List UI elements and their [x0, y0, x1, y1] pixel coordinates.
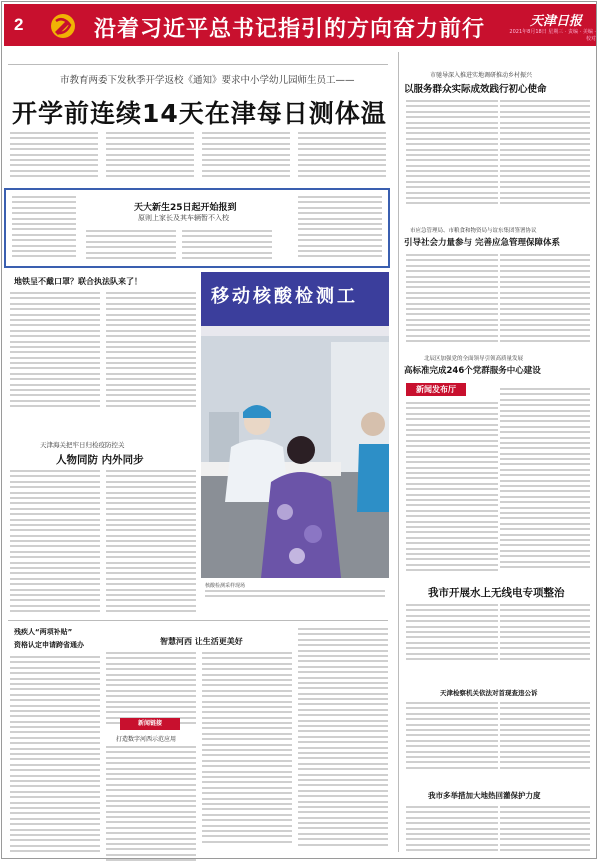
- right-article-4-text-a: [406, 604, 498, 663]
- right-article-4-title: 我市开展水上无线电专项整治: [428, 587, 565, 599]
- highlight-box[interactable]: [4, 188, 390, 268]
- right-article-3-text-a: [406, 402, 498, 575]
- newspaper-masthead: 天津日报: [530, 14, 583, 29]
- highlight-text-mid2: [182, 230, 272, 262]
- lead-headline: 开学前连续14天在津每日测体温: [12, 99, 387, 128]
- bottom-article-2-text-b: [106, 746, 196, 865]
- right-article-1-text-b: [500, 100, 590, 208]
- right-article-5-title: 天津检察机关依法对首现查违公诉: [440, 689, 538, 697]
- news-release-tag: 新闻发布厅: [406, 383, 466, 396]
- right-article-6-text-a: [406, 806, 498, 855]
- party-emblem-icon: [46, 12, 80, 40]
- left-article-2-text-a: [10, 470, 100, 616]
- photo-caption-lines: [205, 590, 385, 601]
- highlight-subtitle: 原则上家长及其车辆暂不入校: [138, 214, 229, 222]
- right-article-2-kicker: 市应急管理局、市粮食和物资局与谊东集团签署协议: [410, 228, 537, 234]
- news-link-tag: 新闻链接: [120, 718, 180, 730]
- right-article-5-text-b: [500, 702, 590, 772]
- right-article-3-title: 高标准完成246个党群服务中心建设: [404, 366, 541, 376]
- right-article-2-text-a: [406, 254, 498, 346]
- right-article-6-text-b: [500, 806, 590, 855]
- photo-sign-text: 移动核酸检测工: [211, 286, 358, 307]
- banner-title: 沿着习近平总书记指引的方向奋力前行: [94, 17, 486, 42]
- right-article-2-text-b: [500, 254, 590, 346]
- nucleic-test-scene-icon: [201, 272, 389, 578]
- right-article-1-kicker: 市驰导深入推进实地调研推动乡村振兴: [430, 72, 533, 79]
- bottom-article-1-title: 残疾人“两项补贴”: [14, 628, 73, 636]
- bottom-article-2-text-c: [202, 652, 292, 846]
- right-article-1-title: 以服务群众实际成效践行初心使命: [404, 84, 547, 95]
- left-article-2-text-b: [106, 470, 196, 616]
- dateline: 2021年8月18日 星期三 · 责编 · 美编 · 校对: [509, 29, 596, 42]
- left-article-1-text-b: [106, 292, 196, 411]
- bottom-article-2-title: 智慧河西 让生活更美好: [160, 637, 243, 646]
- lead-text-col-1: [10, 132, 98, 181]
- right-article-3-kicker: 北辰区加强党的全面领导引领高质量发展: [424, 356, 524, 362]
- page-number: 2: [14, 15, 24, 34]
- page-banner: [4, 4, 596, 46]
- left-article-2-title: 人物同防 内外同步: [56, 454, 144, 466]
- right-article-5-text-a: [406, 702, 498, 772]
- bottom-article-2-text-d: [298, 628, 388, 849]
- column-separator: [398, 52, 399, 852]
- right-article-3-text-b: [500, 388, 590, 571]
- right-article-2-title: 引导社会力量参与 完善应急管理保障体系: [404, 238, 560, 248]
- lead-text-col-4: [298, 132, 386, 181]
- bottom-article-2-text-a: [106, 652, 196, 727]
- photo-caption: 核酸检测采样现场: [205, 583, 246, 589]
- highlight-text-right: [298, 196, 382, 261]
- highlight-text-left: [12, 196, 76, 261]
- right-article-4-text-b: [500, 604, 590, 663]
- lead-top-rule: [8, 64, 388, 65]
- testing-photo[interactable]: [201, 272, 389, 578]
- highlight-text-mid: [86, 230, 176, 262]
- lead-text-col-2: [106, 132, 194, 181]
- lead-text-col-3: [202, 132, 290, 181]
- lead-kicker: 市教育两委下发秋季开学返校《通知》要求中小学幼儿园师生员工——: [60, 75, 355, 86]
- left-article-2-kicker: 天津海关把牢日归检疫防控关: [40, 441, 125, 449]
- left-article-1-title: 地铁呈不戴口罩？联合执法队来了！: [14, 277, 142, 286]
- bottom-article-1-text: [10, 656, 100, 855]
- left-article-1-text-a: [10, 292, 100, 411]
- bottom-divider: [8, 620, 388, 621]
- right-article-1-text-a: [406, 100, 498, 208]
- right-article-6-title: 我市多举措加大地热回灌保护力度: [428, 791, 541, 800]
- highlight-title: 天大新生25日起开始报到: [134, 203, 237, 213]
- bottom-article-3-title: 打造数字河西示范应用: [116, 736, 177, 743]
- bottom-article-1-subtitle: 资格认定申请跨省通办: [14, 641, 84, 649]
